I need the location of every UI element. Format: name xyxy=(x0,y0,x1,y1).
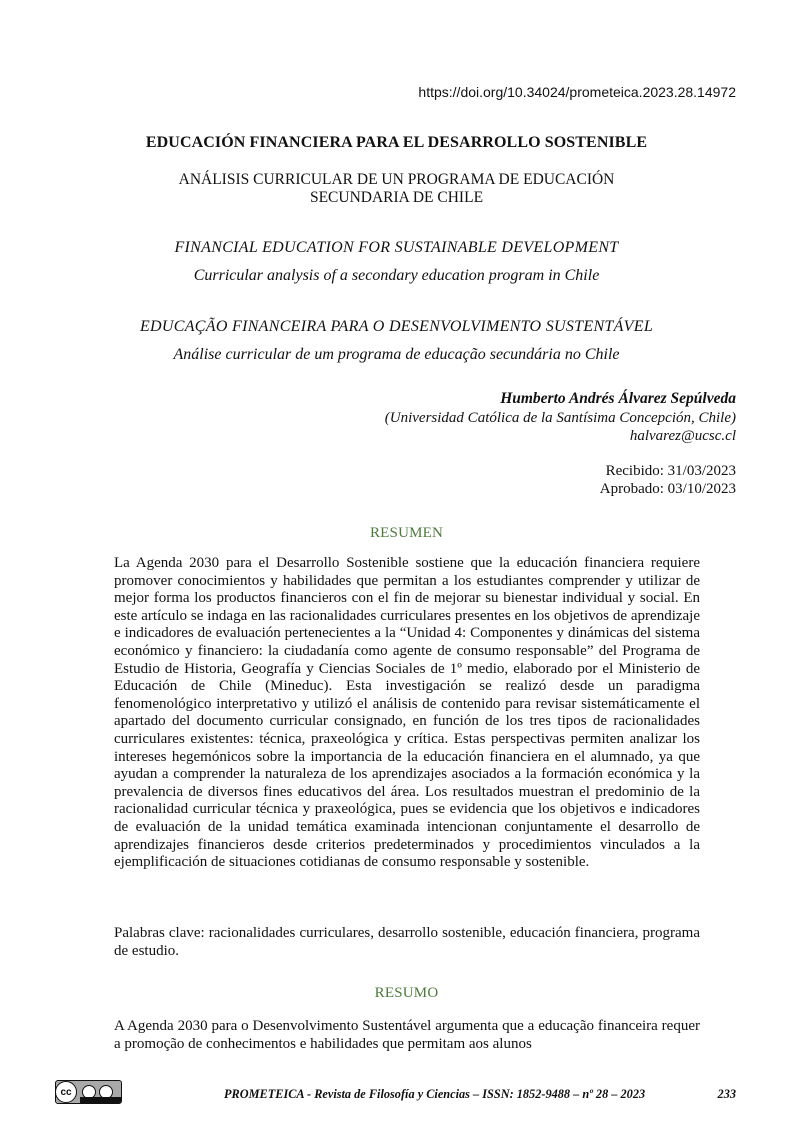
doi-link[interactable]: https://doi.org/10.34024/prometeica.2023.28.14972 xyxy=(418,84,736,100)
cc-logo-icon: cc xyxy=(55,1081,77,1103)
keywords-paragraph: Palabras clave: racionalidades curriculares, desarrollo sostenible, educación financiera, programa de estudio. xyxy=(114,925,700,959)
cc-label-strip xyxy=(80,1097,121,1103)
approved-date: Aprobado: 03/10/2023 xyxy=(599,481,736,497)
title-en: FINANCIAL EDUCATION FOR SUSTAINABLE DEVELOPMENT xyxy=(174,239,619,256)
subtitle-es-line2: SECUNDARIA DE CHILE xyxy=(309,189,484,206)
subtitle-es-line1: ANÁLISIS CURRICULAR DE UN PROGRAMA DE EDUCACIÓN xyxy=(178,171,615,188)
resumo-paragraph: A Agenda 2030 para o Desenvolvimento Sustentável argumenta que a educação financeira requer a promoção de conhecimentos e habilidades que permitam aos alunos xyxy=(114,1018,700,1052)
author-email[interactable]: halvarez@ucsc.cl xyxy=(629,428,736,444)
resumo-heading: RESUMO xyxy=(374,985,439,1001)
resumen-heading: RESUMEN xyxy=(369,525,444,541)
author-affiliation: (Universidad Católica de la Santísima Concepción, Chile) xyxy=(384,410,736,426)
footer-journal: PROMETEICA - Revista de Filosofía y Ciencias – ISSN: 1852-9488 – nº 28 – 2023 xyxy=(224,1087,646,1101)
title-pt: EDUCAÇÃO FINANCEIRA PARA O DESENVOLVIMENTO SUSTENTÁVEL xyxy=(139,318,654,335)
resumen-paragraph: La Agenda 2030 para el Desarrollo Sostenible sostiene que la educación financiera requiere promover conocimientos y habilidades que permitan a los estudiantes comprender y utilizar de mejor forma los productos financieros con el fin de mejorar su bienestar individual y social. En este artículo se indaga en las racionalidades curriculares presentes en los objetivos de aprendizaje e indicadores de evaluación pertenecientes a la “Unidad 4: Componentes y dinámicas del sistema económico y financiero: la ciudadanía como agente de consumo responsable” del Programa de Estudio de Historia, Geografía y Ciencias Sociales de 1º medio, elaborado por el Ministerio de Educación de Chile (Mineduc). Esta investigación se realizó desde un paradigma fenomenológico interpretativo y utilizó el análisis de contenido para revisar sistemáticamente el apartado del documento curricular consignado, en función de los tres tipos de racionalidades curriculares existentes: técnica, praxeológica y crítica. Estas perspectivas permiten analizar los intereses hegemónicos sobre la importancia de la educación financiera en el alumnado, ya que ayudan a comprender la naturaleza de los aprendizajes asociados a la formación económica y la prevalencia de diversos fines educativos del área. Los resultados muestran el predominio de la racionalidad curricular técnica y praxeológica, pues se evidencia que los objetivos e indicadores de evaluación de la unidad temática examinada intencionan conjuntamente el desarrollo de aprendizajes financieros desde criterios predeterminados y procedimientos vinculados a la ejemplificación de situaciones cotidianas de consumo responsable y sostenible. xyxy=(114,555,700,871)
subtitle-pt: Análise curricular de um programa de educação secundária no Chile xyxy=(173,346,620,363)
subtitle-en: Curricular analysis of a secondary education program in Chile xyxy=(193,267,600,284)
subtitle-es xyxy=(0,171,793,207)
creative-commons-badge[interactable] xyxy=(55,1080,122,1104)
page-number: 233 xyxy=(717,1087,736,1101)
author-name: Humberto Andrés Álvarez Sepúlveda xyxy=(500,390,736,407)
received-date: Recibido: 31/03/2023 xyxy=(605,463,736,479)
title-es: EDUCACIÓN FINANCIERA PARA EL DESARROLLO SOSTENIBLE xyxy=(145,134,648,151)
